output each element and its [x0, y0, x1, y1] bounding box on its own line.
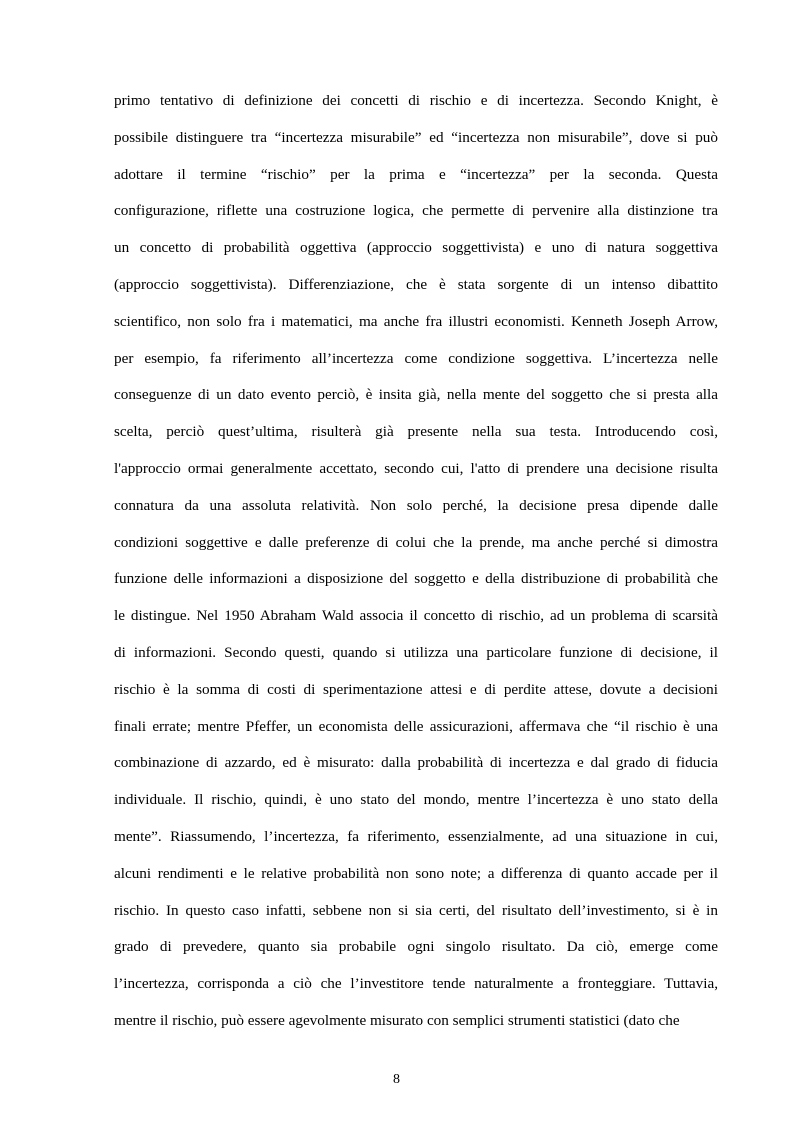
body-paragraph [114, 87, 718, 1044]
text-line: rischio è la somma di costi di sperimentazione attesi e di perdite attese, dovute a decisioni [114, 680, 718, 698]
text-line: l'approccio ormai generalmente accettato, secondo cui, l'atto di prendere una decisione risulta [114, 459, 718, 477]
text-line: un concetto di probabilità oggettiva (approccio soggettivista) e uno di natura soggettiva [114, 239, 718, 257]
page-number: 8 [393, 1072, 400, 1087]
text-line: condizioni soggettive e dalle preferenze di colui che la prende, ma anche perché si dimostra [114, 533, 718, 551]
text-line: possibile distinguere tra “incertezza misurabile” ed “incertezza non misurabile”, dove si può [114, 128, 718, 146]
text-line: di informazioni. Secondo questi, quando si utilizza una particolare funzione di decisione, il [114, 643, 718, 661]
text-line: configurazione, riflette una costruzione logica, che permette di pervenire alla distinzione tra [114, 202, 718, 220]
text-line: rischio. In questo caso infatti, sebbene non si sia certi, del risultato dell’investimento, si è in [114, 901, 718, 919]
text-line: primo tentativo di definizione dei concetti di rischio e di incertezza. Secondo Knight, è [114, 92, 718, 109]
text-line: (approccio soggettivista). Differenziazione, che è stata sorgente di un intenso dibattito [114, 275, 718, 293]
text-line: scientifico, non solo fra i matematici, ma anche fra illustri economisti. Kenneth Joseph Arrow, [114, 312, 718, 330]
text-line: grado di prevedere, quanto sia probabile ogni singolo risultato. Da ciò, emerge come [114, 938, 718, 956]
text-line: l’incertezza, corrisponda a ciò che l’investitore tende naturalmente a fronteggiare. Tuttavia, [114, 975, 718, 993]
text-line: mente”. Riassumendo, l’incertezza, fa riferimento, essenzialmente, ad una situazione in cui, [114, 827, 718, 845]
text-line: conseguenze di un dato evento perciò, è insita già, nella mente del soggetto che si presta alla [114, 386, 718, 404]
text-line: le distingue. Nel 1950 Abraham Wald associa il concetto di rischio, ad un problema di scarsità [114, 607, 718, 625]
text-line: individuale. Il rischio, quindi, è uno stato del mondo, mentre l’incertezza è uno stato della [114, 791, 718, 809]
text-line: scelta, perciò quest’ultima, risulterà già presente nella sua testa. Introducendo così, [114, 423, 718, 441]
text-line: mentre il rischio, può essere agevolmente misurato con semplici strumenti statistici (dato che [114, 1011, 680, 1029]
text-line: funzione delle informazioni a disposizione del soggetto e della distribuzione di probabilità che [114, 570, 718, 588]
text-line: adottare il termine “rischio” per la prima e “incertezza” per la seconda. Questa [114, 165, 718, 183]
text-line: combinazione di azzardo, ed è misurato: dalla probabilità di incertezza e dal grado di fiducia [114, 754, 718, 772]
text-line: alcuni rendimenti e le relative probabilità non sono note; a differenza di quanto accade per il [114, 864, 718, 882]
text-line: finali errate; mentre Pfeffer, un economista delle assicurazioni, affermava che “il rischio è una [114, 717, 718, 735]
text-line: per esempio, fa riferimento all’incertezza come condizione soggettiva. L’incertezza nelle [114, 349, 718, 367]
text-line: connatura da una assoluta relatività. Non solo perché, la decisione presa dipende dalle [114, 496, 718, 514]
